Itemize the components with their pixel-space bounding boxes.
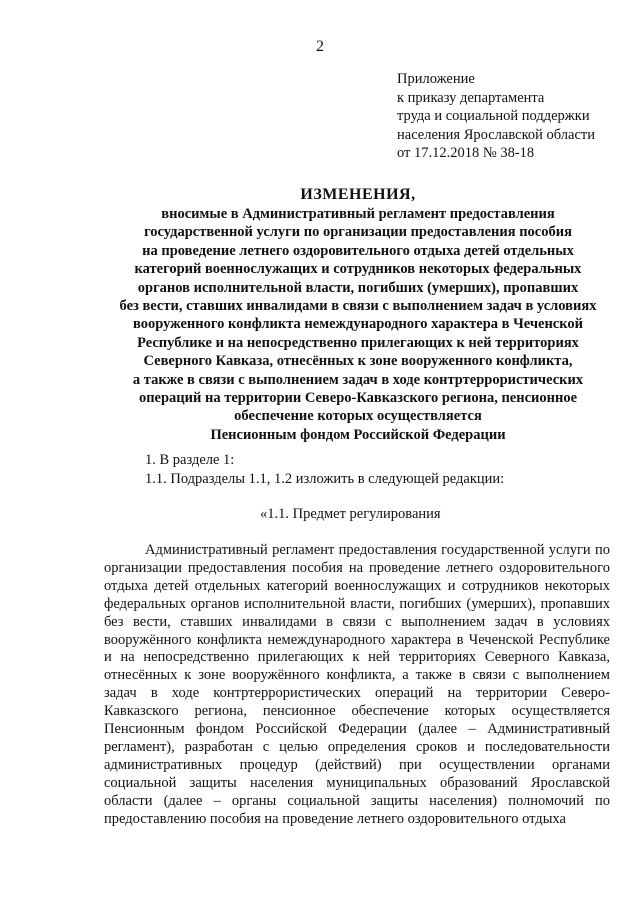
- title-line: Северного Кавказа, отнесённых к зоне вооруженного конфликта,: [143, 353, 573, 370]
- item-1: 1. В разделе 1:: [145, 452, 235, 468]
- title-line: органов исполнительной власти, погибших (умерших), пропавших: [137, 279, 579, 296]
- item-1-1: 1.1. Подразделы 1.1, 1.2 изложить в следующей редакции:: [145, 471, 505, 487]
- appendix-line: труда и социальной поддержки: [397, 108, 590, 124]
- page-number: 2: [316, 38, 324, 55]
- title-main: ИЗМЕНЕНИЯ,: [300, 186, 416, 203]
- title-line: вносимые в Административный регламент предоставления: [161, 206, 555, 222]
- appendix-line: к приказу департамента: [397, 89, 545, 106]
- appendix-line: Приложение: [397, 71, 475, 87]
- title-line: государственной услуги по организации предоставления пособия: [144, 224, 572, 241]
- title-line: обеспечение которых осуществляется: [234, 408, 482, 425]
- title-line: Пенсионным фондом Российской Федерации: [210, 426, 506, 443]
- appendix-line: от 17.12.2018 № 38-18: [397, 145, 535, 161]
- appendix-line: населения Ярославской области: [397, 126, 595, 143]
- title-line: Республике и на непосредственно прилегающих к ней территориях: [137, 334, 579, 351]
- subsection-heading: «1.1. Предмет регулирования: [260, 506, 441, 522]
- title-line: вооруженного конфликта немеждународного характера в Чеченской: [133, 316, 583, 333]
- body-paragraph-container: [104, 542, 610, 829]
- title-line: без вести, ставших инвалидами в связи с выполнением задач в условиях: [119, 298, 597, 315]
- document-title: [104, 185, 612, 444]
- body-paragraph: Административный регламент предоставления государственной услуги по организации предоставления пособия на проведение летнего оздоровительного отдыха детей отдельных категорий военнослужащих и сотрудников некоторых федеральных органов исполнительной власти, погибших (умерших), пропавших без вести, ставших инвалидами в связи с выполнением задач в условиях вооружённого конфликта немеждународного характера в Чеченской Республике и на непосредственно прилегающих к ней территориях Северного Кавказа, отнесённых к зоне вооружённого конфликта, а также в связи с выполнением задач в ходе контртеррористических операций на территории Северо-Кавказского региона, пенсионное обеспечение которых осуществляется Пенсионным фондом Российской Федерации (далее – Административный регламент), разработан с целью определения сроков и последовательности административных процедур (действий) при осуществлении органами социальной защиты населения муниципальных образований Ярославской области (далее – органы социальной защиты населения) полномочий по предоставлению пособия на проведение летнего оздоровительного отдыха: [104, 542, 610, 827]
- title-line: а также в связи с выполнением задач в ходе контртеррористических: [132, 371, 584, 388]
- appendix-header: [397, 70, 595, 163]
- title-line: операций на территории Северо-Кавказского региона, пенсионное: [138, 390, 578, 407]
- title-line: категорий военнослужащих и сотрудников некоторых федеральных: [134, 261, 582, 278]
- title-line: на проведение летнего оздоровительного отдыха детей отдельных: [142, 242, 574, 259]
